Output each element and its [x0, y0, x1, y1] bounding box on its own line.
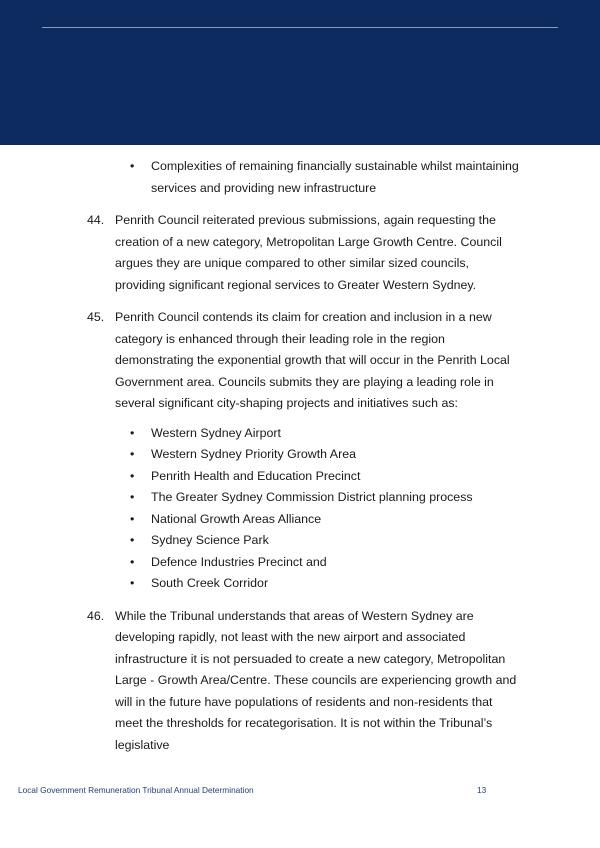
- list-item: • Sydney Science Park: [0, 530, 600, 552]
- bullet-dot: •: [130, 533, 135, 547]
- bullet-dot: •: [130, 576, 135, 590]
- page-header-band: [0, 0, 600, 145]
- list-item: • South Creek Corridor: [0, 573, 600, 595]
- paragraph-45: [0, 307, 600, 415]
- bullet-dot: •: [130, 447, 135, 461]
- paragraph-text: While the Tribunal understands that areas of Western Sydney are developing rapidly, not least with the new airport and associated infrastructure it is not persuaded to create a new category, Metropolitan Large - Growth Area/Centre. These councils are experiencing growth and will in the future have populations of residents and non-residents that meet the thresholds for recategorisation. It is not within the Tribunal’s legislative: [115, 608, 517, 752]
- bullet-dot: •: [130, 425, 135, 440]
- list-item: • Western Sydney Priority Growth Area: [0, 444, 600, 466]
- paragraph-number: 44.: [87, 213, 105, 227]
- initiatives-list: [0, 423, 600, 595]
- document-body: [0, 156, 600, 756]
- paragraph-text: Penrith Council contends its claim for creation and inclusion in a new category is enhanced through their leading role in the region demonstrating the exponential growth that will occur in the Penrith Local Government area. Councils submits they are playing a leading role in several significant city-shaping projects and initiatives such as:: [115, 310, 510, 410]
- bullet-dot: •: [130, 554, 135, 569]
- paragraph-46: [0, 606, 600, 757]
- bullet-dot: •: [130, 490, 135, 504]
- paragraph-number: 46.: [87, 608, 105, 623]
- list-item: • Defence Industries Precinct and: [0, 552, 600, 574]
- list-item: • Western Sydney Airport: [0, 423, 600, 445]
- list-item: • Penrith Health and Education Precinct: [0, 466, 600, 488]
- bullet-dot: •: [130, 159, 135, 173]
- page-number: 13: [477, 785, 487, 795]
- paragraph-44: [0, 210, 600, 296]
- bullet-dot: •: [130, 468, 135, 483]
- list-item: • National Growth Areas Alliance: [0, 509, 600, 531]
- bullet-item: [0, 156, 600, 199]
- header-rule: [42, 27, 558, 28]
- bullet-dot: •: [130, 511, 135, 526]
- paragraph-text: Penrith Council reiterated previous submissions, again requesting the creation of a new category, Metropolitan Large Growth Centre. Council argues they are unique compared to other similar sized councils, providing significant regional services to Greater Western Sydney.: [115, 213, 502, 292]
- list-item: • The Greater Sydney Commission District planning process: [0, 487, 600, 509]
- paragraph-number: 45.: [87, 310, 105, 324]
- bullet-text: Complexities of remaining financially sustainable whilst maintaining services and providing new infrastructure: [151, 159, 519, 195]
- footer-title: Local Government Remuneration Tribunal Annual Determination: [18, 785, 254, 795]
- page-footer: [18, 785, 498, 795]
